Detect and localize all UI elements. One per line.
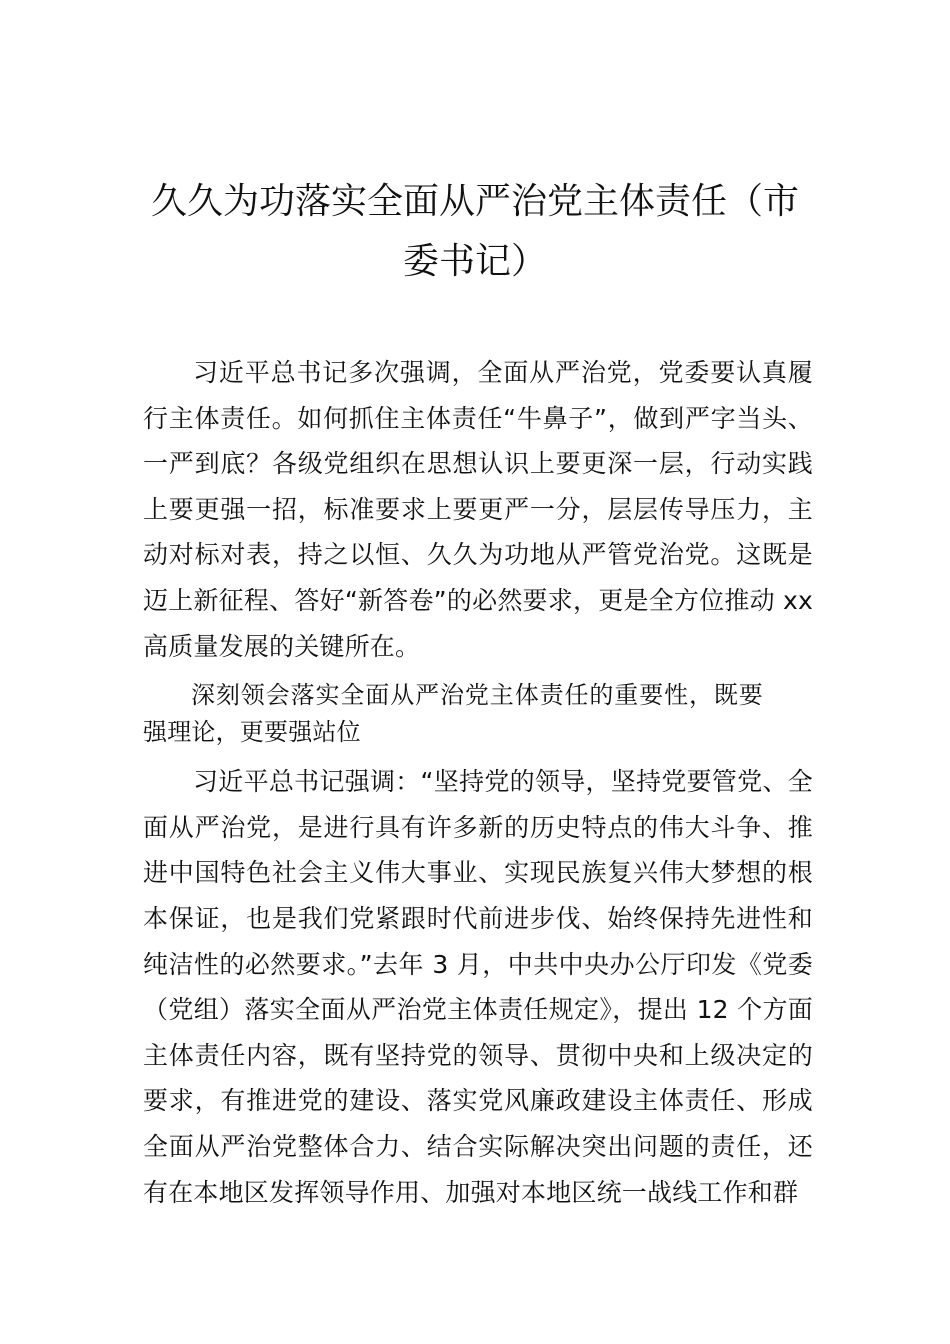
paragraph-quote: 习近平总书记强调：“坚持党的领导，坚持党要管党、全面从严治党，是进行具有许多新的历史特点的伟大斗争、推进中国特色社会主义伟大事业、实现民族复兴伟大梦想的根本保证，也是我们党紧跟时代前进步伐、始终保持先进性和纯洁性的必然要求。”去年 3 月，中共中央办公厅印发《党委（党组）落实全面从严治党主体责任规定》，提出 12 个方面主体责任内容，既有坚持党的领导、贯彻中央和上级决定的要求，有推进党的建设、落实党风廉政建设主体责任、形成全面从严治党整体合力、结合实际解决突出问题的责任，还有在本地区发挥领导作用、加强对本地区统一战线工作和群 (143, 767, 813, 1207)
title-line-1: 久久为功落实全面从严治党主体责任（市 (150, 181, 799, 222)
section-heading: 深刻领会落实全面从严治党主体责任的重要性，既要强理论，更要强站位 (143, 681, 763, 747)
paragraph-intro: 习近平总书记多次强调，全面从严治党，党委要认真履行主体责任。如何抓住主体责任“牛鼻子”，做到严字当头、一严到底？各级党组织在思想认识上要更深一层，行动实践上要更强一招，标准要求上要更严一分，层层传导压力，主动对标对表，持之以恒、久久为功地从严管党治党。这既是迈上新征程、答好“新答卷”的必然要求，更是全方位推动 xx 高质量发展的关键所在。 (143, 358, 813, 661)
document-body (143, 350, 813, 1215)
document-title (140, 172, 810, 292)
title-line-2: 委书记） (402, 241, 547, 282)
